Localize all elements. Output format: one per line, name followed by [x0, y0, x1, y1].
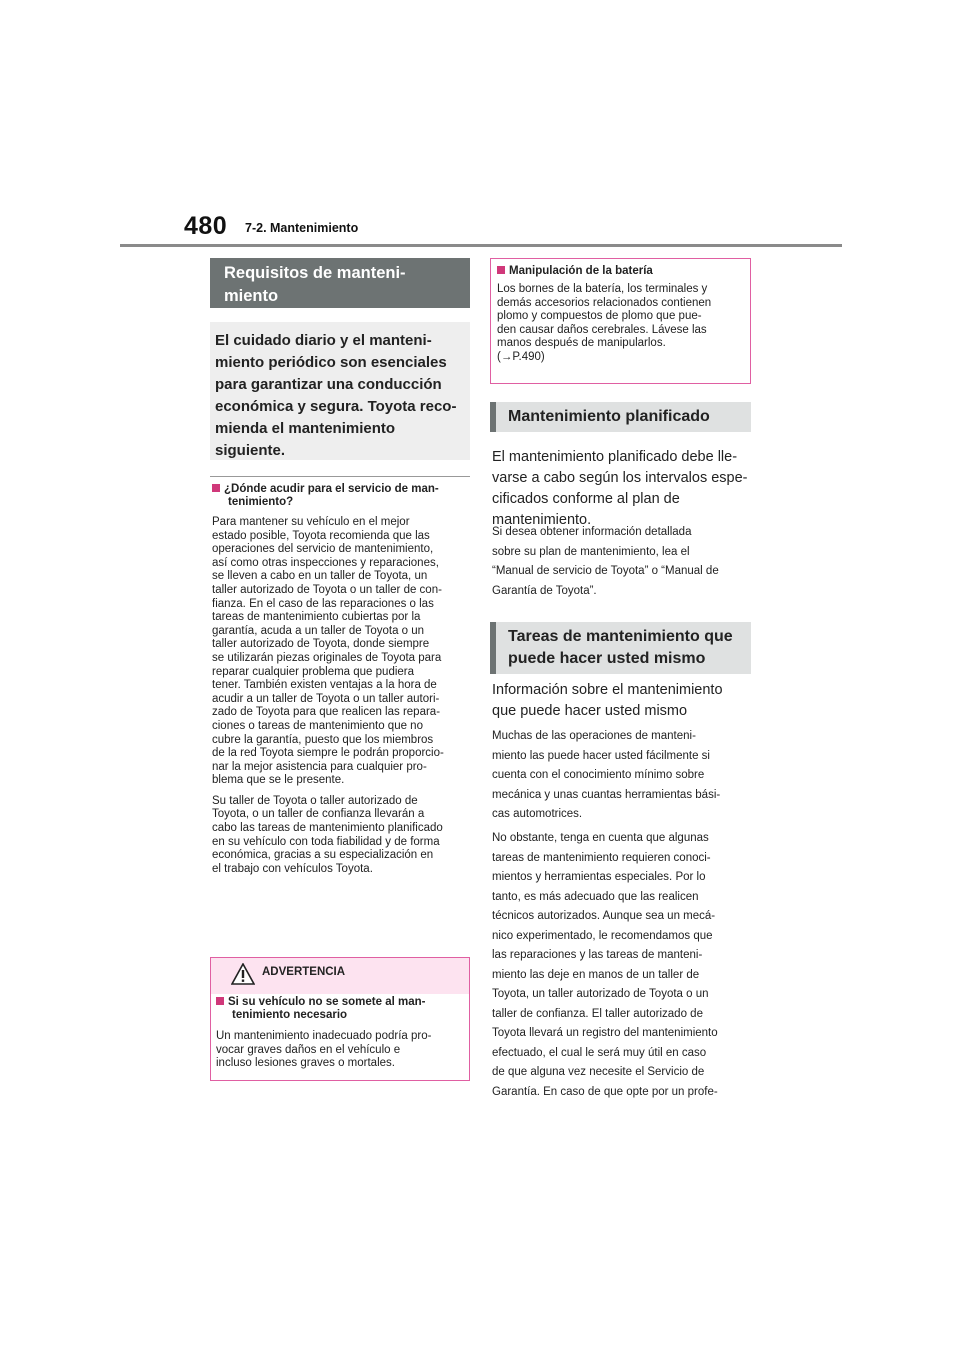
text-line: blema que se le presente. — [212, 774, 345, 787]
heading-text: ¿Dónde acudir para el servicio de man- — [224, 483, 439, 495]
text-line: las reparaciones y las tareas de manteni- — [492, 949, 703, 961]
section-title-diy — [490, 622, 751, 674]
intro-line: El cuidado diario y el manteni- — [215, 332, 432, 349]
warning-heading — [216, 996, 466, 1022]
text-line: Toyota, un taller autorizado de Toyota o un — [492, 988, 709, 1000]
heading-text: tenimiento necesario — [232, 1009, 348, 1021]
battery-heading — [497, 265, 747, 278]
battery-box — [490, 258, 751, 384]
text-line: económica, gracias a su especialización en — [212, 849, 434, 862]
text-line: tareas de mantenimiento cubiertas por la — [212, 611, 421, 624]
text-line: cuenta con el conocimiento mínimo sobre — [492, 769, 705, 781]
header-rule — [120, 244, 842, 247]
text-line: se utilizarán piezas originales de Toyota para — [212, 651, 442, 664]
battery-body — [497, 283, 747, 365]
text-line: Muchas de las operaciones de manteni- — [492, 730, 696, 742]
text-line: Para mantener su vehículo en el mejor — [212, 516, 410, 528]
text-line: tener. También existen ventajas a la hora de — [212, 679, 437, 692]
text-line: mantenimiento. — [492, 512, 592, 528]
text-line: cas automotrices. — [492, 808, 583, 820]
text-line: en su vehículo con toda fiabilidad y de forma — [212, 835, 440, 848]
text-line: ciones o tareas de mantenimiento que no — [212, 719, 423, 732]
warning-header — [211, 958, 469, 994]
text-line: mientos y herramientas especiales. Por lo — [492, 871, 706, 883]
text-line: El mantenimiento planificado debe lle- — [492, 449, 738, 465]
chapter-title: 7-2. Mantenimiento — [245, 221, 359, 235]
text-line: taller autorizado de Toyota, donde siempre — [212, 638, 430, 651]
page-number: 480 — [184, 212, 228, 240]
warning-title: ADVERTENCIA — [262, 966, 346, 978]
intro-line: mienda el mantenimiento — [215, 420, 396, 437]
intro-box — [210, 322, 470, 460]
section-title-line: miento — [224, 287, 279, 305]
diy-body-2 — [492, 829, 754, 1102]
text-line: reparar cualquier problema que pudiera — [212, 665, 415, 678]
text-line: cabo las tareas de mantenimiento planificado — [212, 822, 443, 835]
text-line: vocar graves daños en el vehículo e — [216, 1043, 401, 1056]
text-line: miento las puede hacer usted fácilmente si — [492, 749, 710, 762]
text-line: nar la mejor asistencia para cualquier pro- — [212, 760, 427, 773]
text-line: cubre la garantía, puesto que los miembros — [212, 733, 434, 746]
text-line: “Manual de servicio de Toyota” o “Manual de — [492, 565, 719, 577]
section-title-line: Requisitos de manteni- — [224, 264, 406, 282]
page-reference-link[interactable]: (→P.490) — [497, 350, 545, 363]
text-line: técnicos autorizados. Aunque sea un mecá- — [492, 910, 716, 922]
square-bullet-icon — [212, 484, 220, 492]
text-line: den causar daños cerebrales. Lávese las — [497, 323, 707, 336]
text-line: Los bornes de la batería, los terminales y — [497, 283, 708, 295]
text-line: varse a cabo según los intervalos espe- — [492, 470, 748, 486]
where-heading — [212, 483, 472, 509]
text-line: fianza. En el caso de las reparaciones o las — [212, 597, 434, 610]
text-line: Si desea obtener información detallada — [492, 526, 692, 538]
text-line: taller de confianza. El taller autorizado de — [492, 1007, 703, 1020]
text-line: acudir a un taller de Toyota o un taller autori- — [212, 692, 440, 705]
text-line: miento las deje en manos de un taller de — [492, 968, 700, 981]
text-line: tareas de mantenimiento requieren conoci- — [492, 851, 711, 864]
text-line: operaciones del servicio de mantenimiento, — [212, 543, 434, 556]
heading-text: Si su vehículo no se somete al man- — [228, 996, 426, 1008]
text-line: se lleven a cabo en un taller de Toyota, un — [212, 570, 428, 583]
text-line: No obstante, tenga en cuenta que algunas — [492, 832, 709, 844]
text-line: mecánica y unas cuantas herramientas bási- — [492, 788, 721, 801]
text-line: zado de Toyota para que realicen las repara- — [212, 706, 441, 719]
square-bullet-icon — [497, 266, 505, 274]
text-line: estado posible, Toyota recomienda que las — [212, 529, 430, 542]
square-bullet-icon — [216, 997, 224, 1005]
section-title-line: Tareas de mantenimiento que — [508, 628, 733, 645]
text-line: efectuado, el cual le será muy útil en caso — [492, 1046, 707, 1059]
text-line: que puede hacer usted mismo — [492, 703, 688, 719]
text-line: así como otras inspecciones y reparaciones, — [212, 556, 439, 569]
text-line: el trabajo con vehículos Toyota. — [212, 862, 373, 875]
text-line: cificados conforme al plan de — [492, 491, 680, 507]
text-line: Garantía. En caso de que opte por un profe- — [492, 1085, 718, 1098]
intro-line: económica y segura. Toyota reco- — [215, 398, 457, 415]
text-line: de la red Toyota siempre le podrán proporcio- — [212, 747, 444, 760]
text-line: taller autorizado de Toyota o un taller de con- — [212, 583, 442, 596]
text-line: garantía, acuda a un taller de Toyota o un — [212, 624, 425, 637]
text-line: Toyota, o un taller de confianza llevarán a — [212, 808, 425, 821]
text-line: nico experimentado, le recomendamos que — [492, 929, 713, 942]
warning-box — [210, 957, 470, 1081]
intro-line: para garantizar una conducción — [215, 376, 442, 393]
section-title-planned: Mantenimiento planificado — [490, 402, 751, 432]
text-line: manos después de manipularlos. — [497, 337, 666, 350]
divider — [210, 476, 470, 477]
planned-body — [492, 523, 754, 601]
intro-line: miento periódico son esenciales — [215, 354, 447, 371]
heading-text: Manipulación de la batería — [509, 265, 653, 277]
warning-triangle-icon — [231, 963, 255, 985]
diy-lead — [492, 680, 754, 722]
text-line: Un mantenimiento inadecuado podría pro- — [216, 1030, 432, 1042]
heading-text: tenimiento? — [228, 496, 294, 508]
paragraph-where — [212, 516, 474, 876]
text-line: Garantía de Toyota”. — [492, 584, 597, 597]
section-title-line: puede hacer usted mismo — [508, 650, 706, 667]
text-line: Información sobre el mantenimiento — [492, 682, 723, 698]
diy-body-1 — [492, 727, 754, 825]
text-line: tanto, es más adecuado que las realicen — [492, 890, 699, 903]
text-line: de que alguna vez necesite el Servicio de — [492, 1066, 705, 1078]
section-title-requisitos — [210, 258, 470, 308]
text-line: plomo y compuestos de plomo que pue- — [497, 310, 702, 323]
text-line: sobre su plan de mantenimiento, lea el — [492, 545, 690, 558]
text-line: demás accesorios relacionados contienen — [497, 296, 712, 309]
text-line: incluso lesiones graves o mortales. — [216, 1057, 395, 1070]
intro-line: siguiente. — [215, 442, 286, 459]
warning-body — [216, 1030, 468, 1071]
planned-lead — [492, 447, 754, 531]
text-line: Su taller de Toyota o taller autorizado de — [212, 794, 418, 807]
text-line: Toyota llevará un registro del mantenimiento — [492, 1027, 718, 1039]
